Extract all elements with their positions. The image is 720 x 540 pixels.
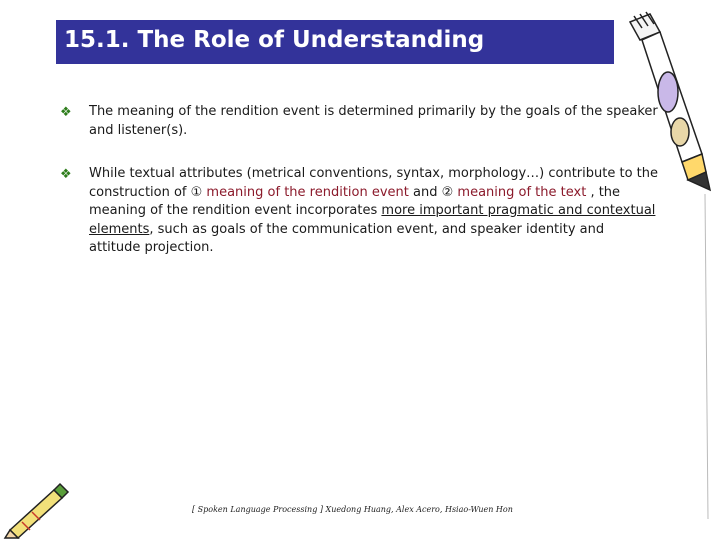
circled-number-1: ① — [190, 184, 203, 200]
bullet-icon: ❖ — [60, 167, 72, 182]
underlined-pragmatic-elements: more important pragmatic and contextual elements — [89, 203, 656, 237]
bullet-icon: ❖ — [60, 105, 72, 120]
slide-title-bar — [56, 20, 614, 64]
circled-number-2: ② — [441, 184, 454, 200]
highlight-text-meaning: meaning of the text — [453, 184, 587, 200]
bullet-text-2 — [89, 165, 659, 258]
highlight-rendition-meaning: meaning of the rendition event — [202, 184, 409, 200]
bullet-2-part-2: , the meaning of the rendition event incorporates — [89, 184, 621, 218]
bullet-1-text: The meaning of the rendition event is determined primarily by the goals of the speaker and listener(s). — [89, 104, 658, 138]
pencil-clipart-left-icon — [2, 480, 72, 540]
bullet-2-and: and — [408, 184, 442, 200]
bullet-2-part-3: , such as goals of the communication event, and speaker identity and attitude projection. — [89, 221, 605, 255]
slide-footer-citation: [ Spoken Language Processing ] Xuedong Huang, Alex Acero, Hsiao-Wuen Hon — [192, 505, 513, 514]
pencil-clipart-right-icon — [620, 4, 716, 524]
bullet-2-part-1: While textual attributes (metrical conventions, syntax, morphology…) contribute to the construction of — [89, 166, 658, 200]
bullet-text-1 — [89, 103, 659, 140]
slide-title: 15.1. The Role of Understanding — [64, 27, 485, 53]
